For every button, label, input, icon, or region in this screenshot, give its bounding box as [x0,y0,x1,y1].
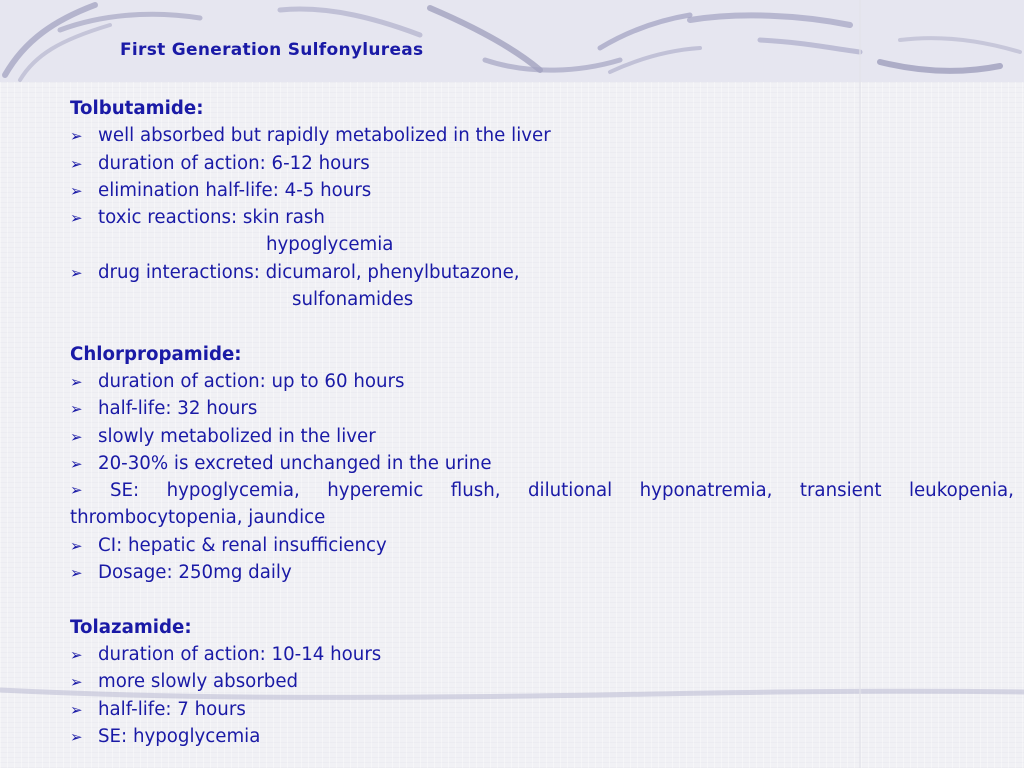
list-item: ➢ duration of action: 6-12 hours [70,150,1014,177]
se-word: hyperemic [327,480,424,502]
list-item: ➢ duration of action: up to 60 hours [70,368,1014,395]
arrow-bullet-icon: ➢ [70,481,83,500]
list-item: ➢ half-life: 7 hours [70,696,1014,723]
arrow-bullet-icon: ➢ [70,536,83,555]
se-word: flush, [450,480,501,502]
se-word: SE: [110,480,140,502]
list-item: ➢ more slowly absorbed [70,668,1014,695]
section-spacer [70,586,1014,613]
list-item: ➢ 20-30% is excreted unchanged in the urine [70,450,1014,477]
list-item-continuation: thrombocytopenia, jaundice [70,507,326,529]
list-item: ➢ well absorbed but rapidly metabolized in the liver [70,122,1014,149]
arrow-bullet-icon: ➢ [70,209,83,228]
list-item: ➢ half-life: 32 hours [70,395,1014,422]
arrow-bullet-icon: ➢ [70,154,83,173]
arrow-bullet-icon: ➢ [70,454,83,473]
arrow-bullet-icon: ➢ [70,727,83,746]
se-word: leukopenia, [908,480,1014,502]
list-item: ➢ SE: hypoglycemia [70,723,1014,750]
arrow-bullet-icon: ➢ [70,181,83,200]
se-word: dilutional [528,480,613,502]
slide-title: First Generation Sulfonylureas [120,40,424,60]
arrow-bullet-icon: ➢ [70,372,83,391]
arrow-bullet-icon: ➢ [70,700,83,719]
list-item-continuation: hypoglycemia [266,234,394,256]
se-word: hypoglycemia, [166,480,300,502]
arrow-bullet-icon: ➢ [70,564,83,583]
list-item: ➢ CI: hepatic & renal insufficiency [70,532,1014,559]
section-heading-chlorpropamide: Chlorpropamide: [70,343,242,365]
list-item: ➢ drug interactions: dicumarol, phenylbutazone, [70,259,1014,286]
list-item: ➢ Dosage: 250mg daily [70,559,1014,586]
arrow-bullet-icon: ➢ [70,127,83,146]
list-item: ➢ toxic reactions: skin rash [70,204,1014,231]
section-spacer [70,313,1014,340]
list-item: ➢ duration of action: 10-14 hours [70,641,1014,668]
list-item: ➢ slowly metabolized in the liver [70,423,1014,450]
section-heading-tolazamide: Tolazamide: [70,616,192,638]
arrow-bullet-icon: ➢ [70,400,83,419]
arrow-bullet-icon: ➢ [70,673,83,692]
list-item: ➢ elimination half-life: 4-5 hours [70,177,1014,204]
se-word: hyponatremia, [639,480,773,502]
slide-content [70,95,1014,750]
arrow-bullet-icon: ➢ [70,427,83,446]
section-heading-tolbutamide: Tolbutamide: [70,98,204,119]
se-word: transient [799,480,882,502]
arrow-bullet-icon: ➢ [70,645,83,664]
arrow-bullet-icon: ➢ [70,263,83,282]
list-item-justified [70,477,1014,504]
list-item-continuation: sulfonamides [292,289,414,311]
